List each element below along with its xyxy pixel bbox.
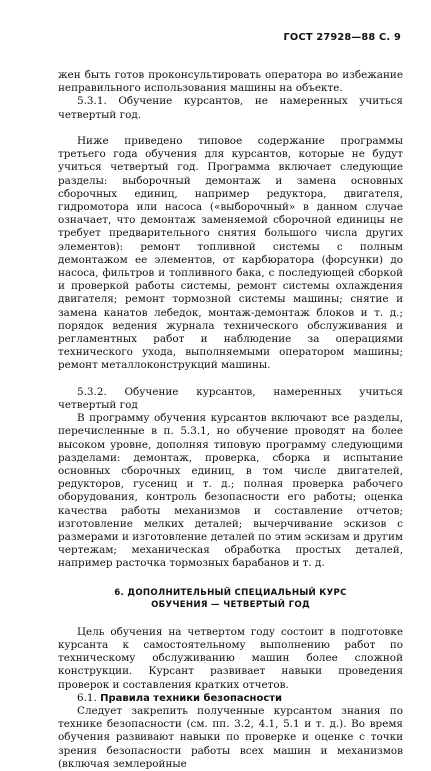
subsection-6-1-heading xyxy=(58,692,403,705)
clause-5-3-2-heading: 5.3.2. Обучение курсантов, намеренных учиться четвертый год xyxy=(58,385,403,412)
body-text xyxy=(58,69,403,771)
paragraph-safety: Следует закрепить полученные курсантом знания по технике безопасности (см. пп. 3.2, 4.1, 5.1 и т. д.). Во время обучения развивают навыки по проверке и оценке с точки зрения безопасности работы всех машин и механизмов (включая землеройные xyxy=(58,704,403,770)
subsection-title: Правила техники безопасности xyxy=(100,692,283,704)
paragraph-continuation: жен быть готов проконсультировать оператора во избежание неправильного использования машины на объекте. xyxy=(58,69,403,95)
subsection-number: 6.1. xyxy=(77,691,97,704)
paragraph-fourth-year-goal: Цель обучения на четвертом году состоит в подготовке курсанта к самостоятельному выполнению работ по техническому обслуживанию машин более сложной конструкции. Курсант развивает навыки проведения проверок и составления кратких отчетов. xyxy=(58,625,403,691)
section-6-title xyxy=(58,587,403,611)
running-head: ГОСТ 27928—88 С. 9 xyxy=(283,32,401,43)
section-title-line-2: ОБУЧЕНИЯ — ЧЕТВЕРТЫЙ ГОД xyxy=(151,599,310,610)
section-title-line-1: 6. ДОПОЛНИТЕЛЬНЫЙ СПЕЦИАЛЬНЫЙ КУРС xyxy=(114,587,347,598)
paragraph-program-fourth-year: В программу обучения курсантов включают все разделы, перечисленные в п. 5.3.1, но обучение проводят на более высоком уровне, дополняя типовую программу следующими разделами: демонтаж, проверка, сборка и испытание основных сборочных единиц, в том числе двигателей, редукторов, гусениц и т. д.; полная проверка рабочего оборудования, контроль безопасности его работы; оценка качества работы механизмов и составление отчетов; изготовление мелких деталей; вычерчивание эскизов с размерами и изготовление деталей по этим эскизам и другим чертежам; механическая обработка простых деталей, например расточка тормозных барабанов и т. д. xyxy=(58,412,403,570)
clause-5-3-1-heading: 5.3.1. Обучение курсантов, не намеренных учиться четвертый год. xyxy=(58,95,403,121)
paragraph-program-third-year: Ниже приведено типовое содержание программы третьего года обучения для курсантов, которые не будут учиться четвертый год. Программа включает следующие разделы: выборочный демонтаж и замена основных сборочных единиц, например редуктора, двигателя, гидромотора или насоса («выборочный» в данном случае означает, что демонтаж заменяемой сборочной единицы не требует предварительного снятия большого числа других элементов): ремонт топливной системы с полным демонтажом ее элементов, от карбюратора (форсунки) до насоса, фильтров и топливного бака, с последующей сборкой и проверкой работы системы, ремонт системы охлаждения двигателя; ремонт тормозной системы машины; снятие и замена канатов лебедок, монтаж-демонтаж блоков и т. д.; порядок ведения журнала технического обслуживания и регламентных работ и наблюдение за операциями технического ухода, выполняемыми оператором машины; ремонт металлоконструкций машины. xyxy=(58,135,403,372)
